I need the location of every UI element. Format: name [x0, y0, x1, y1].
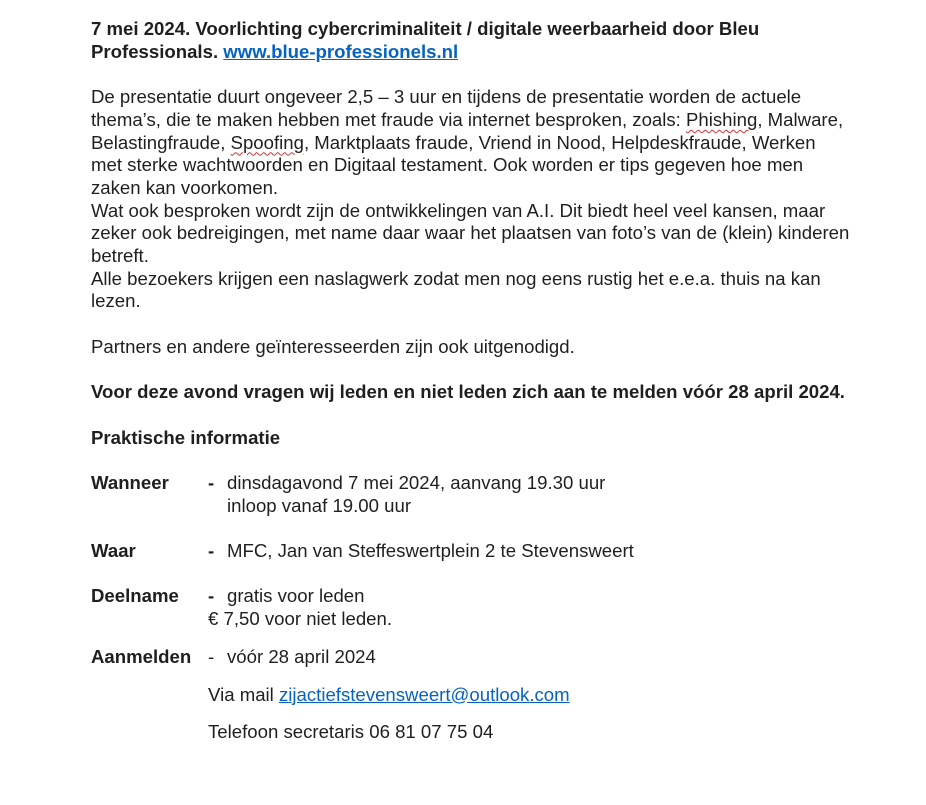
spacer	[91, 449, 851, 472]
spacer	[91, 404, 851, 427]
when-dash: -	[208, 471, 215, 493]
event-heading	[91, 18, 851, 63]
register-note: Voor deze avond vragen wij leden en niet leden zich aan te melden vóór 28 april 2024.	[91, 381, 845, 403]
practical-title: Praktische informatie	[91, 426, 281, 448]
when-label: Wanneer	[91, 471, 169, 493]
where-row	[91, 540, 851, 563]
intro-text-b: , Malware, Belastingfraude,	[91, 108, 844, 153]
signup-value: vóór 28 april 2024	[227, 645, 376, 667]
spacer	[91, 706, 851, 721]
mail-prefix: Via mail	[208, 683, 279, 705]
partners-paragraph: Partners en andere geïnteresseerden zijn ook uitgenodigd.	[91, 335, 575, 357]
participation-line-1: gratis voor leden	[227, 585, 365, 607]
website-link[interactable]: www.blue-professionels.nl	[223, 40, 459, 62]
mail-line	[208, 684, 851, 707]
signup-label: Aanmelden	[91, 645, 192, 667]
spacer	[91, 669, 851, 684]
signup-dash: -	[208, 645, 215, 667]
where-dash: -	[208, 540, 215, 562]
document-body	[91, 18, 851, 744]
when-line-1: dinsdagavond 7 mei 2024, aanvang 19.30 uur	[227, 471, 606, 493]
handout-paragraph: Alle bezoekers krijgen een naslagwerk zodat men nog eens rustig het e.e.a. thuis na kan lezen.	[91, 267, 821, 312]
event-title: 7 mei 2024. Voorlichting cybercriminaliteit / digitale weerbaarheid door Bleu Professionals.	[91, 18, 760, 62]
spacer	[91, 313, 851, 336]
where-label: Waar	[91, 540, 136, 562]
signup-row	[91, 646, 851, 669]
participation-line-2: € 7,50 voor niet leden.	[208, 608, 393, 630]
spacer	[91, 63, 851, 86]
spacer	[91, 517, 851, 540]
email-link[interactable]: zijactiefstevensweert@outlook.com	[278, 683, 570, 705]
spacer	[91, 359, 851, 382]
spacer	[91, 563, 851, 586]
spellcheck-word-spoofing: Spoofing	[230, 131, 304, 153]
spellcheck-word-phishing: Phishing	[686, 108, 758, 130]
intro-text-c: , Marktplaats fraude, Vriend in Nood, Helpdeskfraude, Werken met sterke wachtwoorden en Digitaal testament. Ook worden er tips gegeven hoe men zaken kan voorkomen.	[91, 131, 816, 198]
participation-label: Deelname	[91, 585, 179, 607]
when-line-2: inloop vanaf 19.00 uur	[227, 494, 412, 516]
intro-paragraph	[91, 86, 851, 200]
spacer	[91, 631, 851, 646]
ai-paragraph: Wat ook besproken wordt zijn de ontwikkelingen van A.I. Dit biedt heel veel kansen, maar zeker ook bedreigingen, met name daar waar het plaatsen van foto’s van de (klein) kinderen betreft.	[91, 199, 850, 267]
when-row	[91, 472, 851, 517]
intro-text-a: De presentatie duurt ongeveer 2,5 – 3 uur en tijdens de presentatie worden de actuele thema’s, die te maken hebben met fraude via internet besproken, zoals:	[91, 86, 802, 130]
participation-row	[91, 585, 851, 630]
participation-dash: -	[208, 585, 215, 607]
phone-line: Telefoon secretaris 06 81 07 75 04	[208, 721, 494, 743]
where-value: MFC, Jan van Steffeswertplein 2 te Stevensweert	[227, 540, 634, 562]
